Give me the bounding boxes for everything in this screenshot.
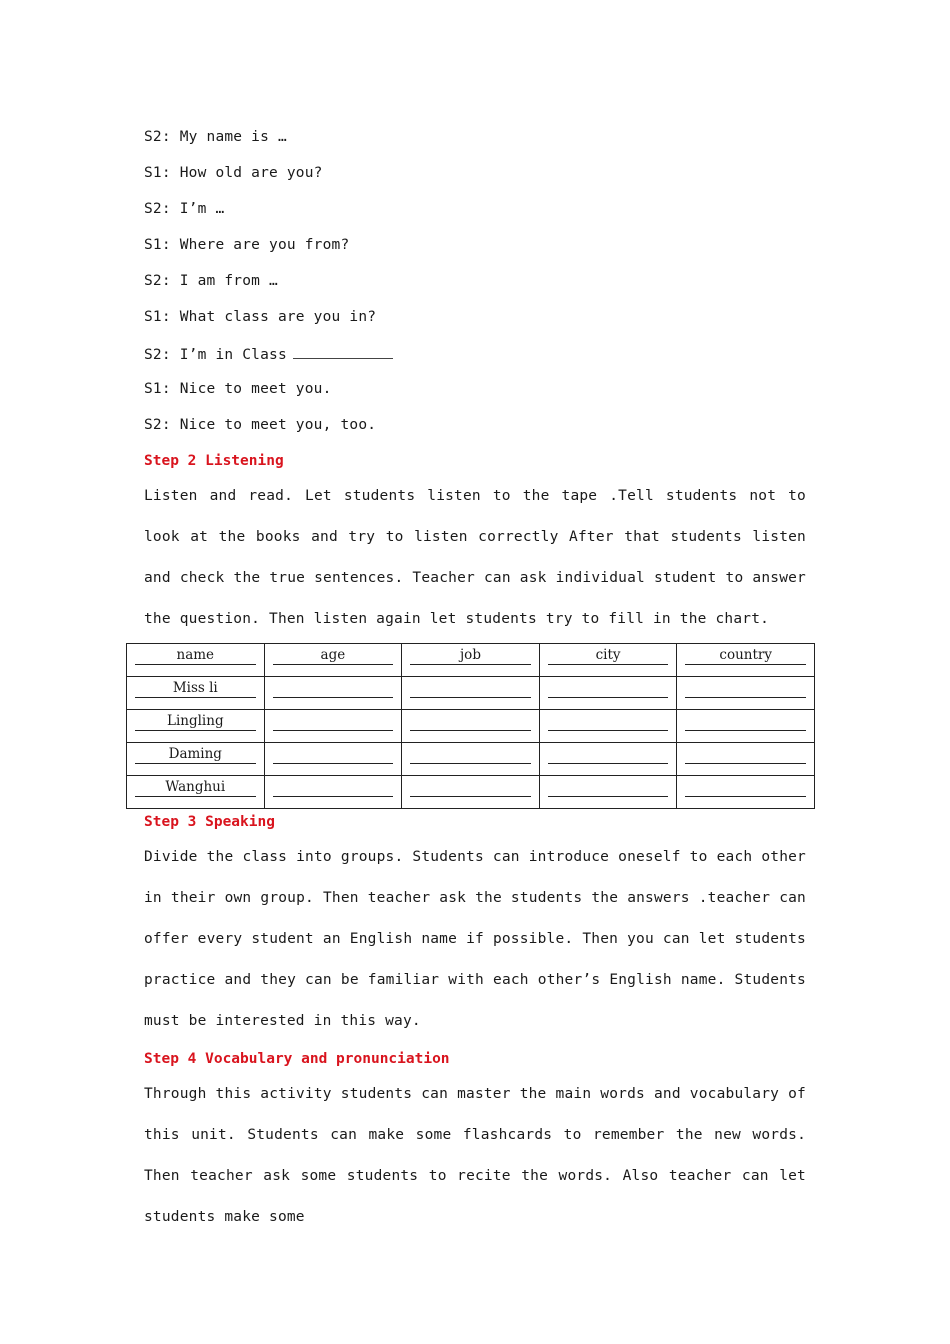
chart-blank-cell (685, 713, 806, 731)
chart-header-cell (264, 644, 402, 677)
chart-blank-cell (548, 746, 669, 764)
chart-cell (677, 677, 815, 710)
dialogue-line: S1: What class are you in? (144, 309, 377, 325)
chart-cell (402, 710, 540, 743)
chart-row (127, 710, 815, 743)
chart-row (127, 776, 815, 809)
chart-name-cell: Miss li (135, 680, 256, 698)
chart-cell (264, 776, 402, 809)
chart-blank-cell (273, 746, 394, 764)
chart-cell (127, 710, 265, 743)
dialogue-line-with-blank (144, 344, 393, 364)
chart-header-cell (402, 644, 540, 677)
dialogue-line-text: S2: I’m in Class (144, 347, 287, 363)
step4-heading: Step 4 Vocabulary and pronunciation (144, 1051, 450, 1067)
chart-cell (402, 776, 540, 809)
chart-blank-cell (410, 680, 531, 698)
chart-header-cell (127, 644, 265, 677)
chart-header-age: age (273, 647, 394, 665)
chart-cell (677, 710, 815, 743)
chart-cell (539, 776, 677, 809)
listening-chart (126, 643, 815, 809)
chart-blank-cell (685, 746, 806, 764)
step2-paragraph: Listen and read. Let students listen to the tape .Tell students not to look at the books and try to listen correctly After that students listen and check the true sentences. Teacher can ask individual student to answer the question. Then listen again let students try to fill in the chart. (144, 488, 806, 627)
chart-blank-cell (685, 680, 806, 698)
chart-header-cell (677, 644, 815, 677)
chart-row (127, 677, 815, 710)
chart-cell (264, 710, 402, 743)
step4-paragraph: Through this activity students can master the main words and vocabulary of this unit. Students can make some flashcards to remember the new words. Then teacher ask some students to recite the words. Also teacher can let students make some (144, 1086, 806, 1225)
chart-cell (539, 677, 677, 710)
chart-name-cell: Lingling (135, 713, 256, 731)
chart-header-name: name (135, 647, 256, 665)
chart-blank-cell (273, 779, 394, 797)
dialogue-line: S2: I’m … (144, 201, 225, 217)
chart-header-row (127, 644, 815, 677)
chart-blank-cell (410, 713, 531, 731)
chart-cell (127, 677, 265, 710)
chart-blank-cell (410, 779, 531, 797)
chart-name-cell: Daming (135, 746, 256, 764)
dialogue-line: S1: How old are you? (144, 165, 323, 181)
chart-cell (127, 743, 265, 776)
step2-heading: Step 2 Listening (144, 453, 284, 469)
chart-cell (539, 743, 677, 776)
chart-cell (264, 677, 402, 710)
dialogue-line: S2: My name is … (144, 129, 287, 145)
chart-cell (402, 743, 540, 776)
chart-name-cell: Wanghui (135, 779, 256, 797)
chart-header-cell (539, 644, 677, 677)
fill-in-blank (293, 344, 393, 359)
chart-blank-cell (548, 713, 669, 731)
chart-header-country: country (685, 647, 806, 665)
chart-header-job: job (410, 647, 531, 665)
chart-cell (677, 776, 815, 809)
chart-blank-cell (273, 713, 394, 731)
chart-cell (264, 743, 402, 776)
chart-cell (539, 710, 677, 743)
chart-blank-cell (273, 680, 394, 698)
chart-blank-cell (548, 779, 669, 797)
chart-blank-cell (685, 779, 806, 797)
chart-header-city: city (548, 647, 669, 665)
step3-heading: Step 3 Speaking (144, 814, 275, 830)
chart-row (127, 743, 815, 776)
chart-blank-cell (410, 746, 531, 764)
dialogue-line: S2: I am from … (144, 273, 278, 289)
chart-cell (402, 677, 540, 710)
dialogue-line: S1: Where are you from? (144, 237, 350, 253)
dialogue-line: S2: Nice to meet you, too. (144, 417, 377, 433)
chart-cell (127, 776, 265, 809)
dialogue-line: S1: Nice to meet you. (144, 381, 332, 397)
step3-paragraph: Divide the class into groups. Students can introduce oneself to each other in their own group. Then teacher ask the students the answers .teacher can offer every student an English name if possible. Then you can let students practice and they can be familiar with each other’s English name. Students must be interested in this way. (144, 849, 806, 1029)
chart-cell (677, 743, 815, 776)
chart-blank-cell (548, 680, 669, 698)
